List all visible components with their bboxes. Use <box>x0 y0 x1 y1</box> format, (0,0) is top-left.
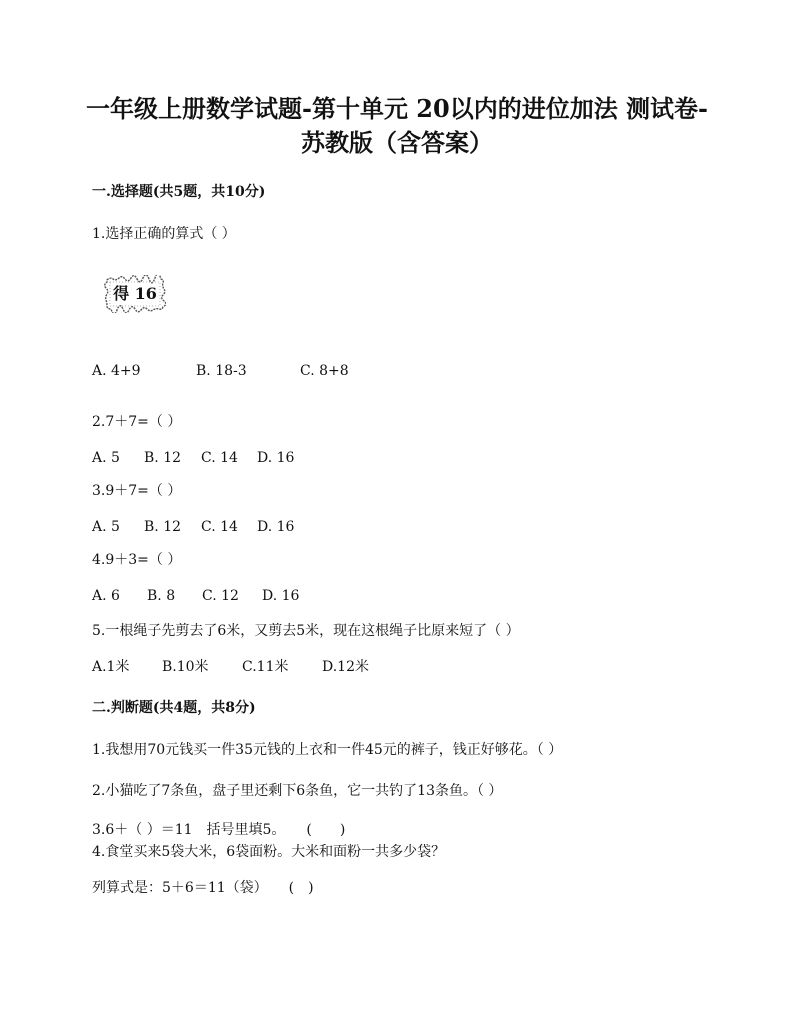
title-line-1: 一年级上册数学试题-第十单元 20以内的进位加法 测试卷- <box>85 94 709 123</box>
section1-heading: 一.选择题(共5题，共10分) <box>92 184 266 200</box>
s1-q4-stem: 4.9＋3=（ ） <box>92 552 182 568</box>
s2-q2-text: 2.小猫吃了7条鱼，盘子里还剩下6条鱼，它一共钓了13条鱼。（ ） <box>92 783 503 799</box>
s1-q2-option-b[interactable]: B. 12 <box>144 450 182 466</box>
s1-q5-option-c[interactable]: C.11米 <box>242 659 289 675</box>
s1-q4-option-b[interactable]: B. 8 <box>147 588 176 604</box>
s2-q3-text: 3.6＋（ ）＝11 括号里填5。 ( ) <box>92 822 346 838</box>
s1-q4-options <box>92 586 299 606</box>
s1-q2-stem: 2.7＋7=（ ） <box>92 414 182 430</box>
s1-q3-stem: 3.9＋7=（ ） <box>92 483 182 499</box>
s1-q3-option-b[interactable]: B. 12 <box>144 519 182 535</box>
s1-q3-options <box>92 517 294 537</box>
s1-q5-options <box>92 657 369 677</box>
s1-q3-option-a[interactable]: A. 5 <box>92 519 120 535</box>
s1-q1-option-a[interactable]: A. 4+9 <box>92 363 141 379</box>
s1-q5-stem: 5.一根绳子先剪去了6米，又剪去5米，现在这根绳子比原来短了（ ） <box>92 623 520 639</box>
s1-q2-option-a[interactable]: A. 5 <box>92 450 120 466</box>
stamp-text: 得 16 <box>113 284 157 303</box>
s1-q1-stem: 1.选择正确的算式（ ） <box>92 226 236 242</box>
s1-q2-option-d[interactable]: D. 16 <box>257 450 295 466</box>
s2-q1-text: 1.我想用70元钱买一件35元钱的上衣和一件45元的裤子，钱正好够花。（ ） <box>92 742 563 758</box>
s1-q3-option-d[interactable]: D. 16 <box>257 519 295 535</box>
s2-q4-formula: 列算式是：5＋6＝11（袋） ( ) <box>92 880 314 896</box>
document-title <box>60 92 734 160</box>
s1-q3-option-c[interactable]: C. 14 <box>201 519 238 535</box>
s1-q5-option-d[interactable]: D.12米 <box>322 659 369 675</box>
s1-q1-option-c[interactable]: C. 8+8 <box>300 363 349 379</box>
s1-q1-option-b[interactable]: B. 18-3 <box>196 363 247 379</box>
title-line-2: 苏教版（含答案） <box>301 128 493 157</box>
s1-q4-option-d[interactable]: D. 16 <box>262 588 300 604</box>
s1-q1-options <box>92 361 349 381</box>
s2-q4-stem: 4.食堂买来5袋大米，6袋面粉。大米和面粉一共多少袋？ <box>92 844 446 860</box>
s1-q2-option-c[interactable]: C. 14 <box>201 450 238 466</box>
s1-q5-option-b[interactable]: B.10米 <box>162 659 209 675</box>
s1-q4-option-c[interactable]: C. 12 <box>202 588 239 604</box>
answer-stamp <box>104 275 166 313</box>
section2-heading: 二.判断题(共4题，共8分) <box>92 700 256 716</box>
s1-q5-option-a[interactable]: A.1米 <box>92 659 130 675</box>
s1-q4-option-a[interactable]: A. 6 <box>92 588 120 604</box>
s1-q2-options <box>92 448 294 468</box>
